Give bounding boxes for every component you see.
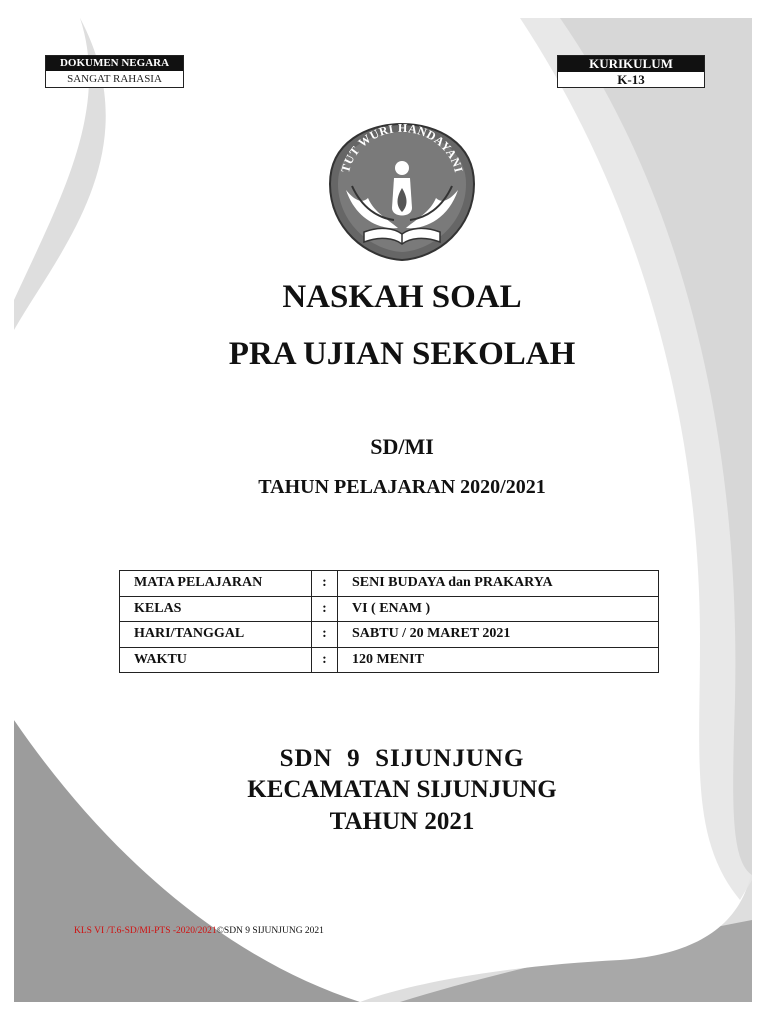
doc-classification-label: DOKUMEN NEGARA — [46, 56, 183, 71]
exam-title: PRA UJIAN SEKOLAH — [228, 336, 576, 372]
info-label: MATA PELAJARAN — [120, 571, 312, 597]
table-row — [120, 571, 659, 597]
info-label: WAKTU — [120, 647, 312, 673]
info-label: HARI/TANGGAL — [120, 622, 312, 648]
info-value: SABTU / 20 MARET 2021 — [338, 622, 659, 648]
doc-secrecy-label: SANGAT RAHASIA — [67, 73, 162, 85]
page-footer — [74, 926, 324, 936]
document-title: NASKAH SOAL — [282, 279, 522, 315]
footer-copyright-symbol: © — [216, 926, 224, 936]
info-value: 120 MENIT — [338, 647, 659, 673]
info-value: VI ( ENAM ) — [338, 596, 659, 622]
academic-year: TAHUN PELAJARAN 2020/2021 — [258, 476, 546, 498]
table-row — [120, 647, 659, 673]
table-row — [120, 622, 659, 648]
info-label: KELAS — [120, 596, 312, 622]
school-name: SDN 9 SIJUNJUNG — [279, 745, 525, 772]
info-separator: : — [312, 647, 338, 673]
info-separator: : — [312, 596, 338, 622]
info-separator: : — [312, 571, 338, 597]
document-classification-box — [45, 55, 184, 88]
curriculum-box — [557, 55, 705, 88]
school-level: SD/MI — [370, 434, 434, 459]
table-row — [120, 596, 659, 622]
tut-wuri-handayani-emblem-icon — [326, 120, 478, 262]
curriculum-label: KURIKULUM — [558, 56, 704, 72]
exam-info-table — [119, 570, 659, 673]
footer-school: SDN 9 SIJUNJUNG 2021 — [223, 926, 324, 936]
info-separator: : — [312, 622, 338, 648]
curriculum-value: K-13 — [617, 72, 645, 87]
school-year: TAHUN 2021 — [329, 808, 475, 835]
logo-motto: TUT WURI HANDAYANI — [338, 120, 466, 175]
info-value: SENI BUDAYA dan PRAKARYA — [338, 571, 659, 597]
school-district: KECAMATAN SIJUNJUNG — [247, 776, 557, 803]
footer-document-code: KLS VI /T.6-SD/MI-PTS -2020/2021 — [74, 926, 217, 936]
